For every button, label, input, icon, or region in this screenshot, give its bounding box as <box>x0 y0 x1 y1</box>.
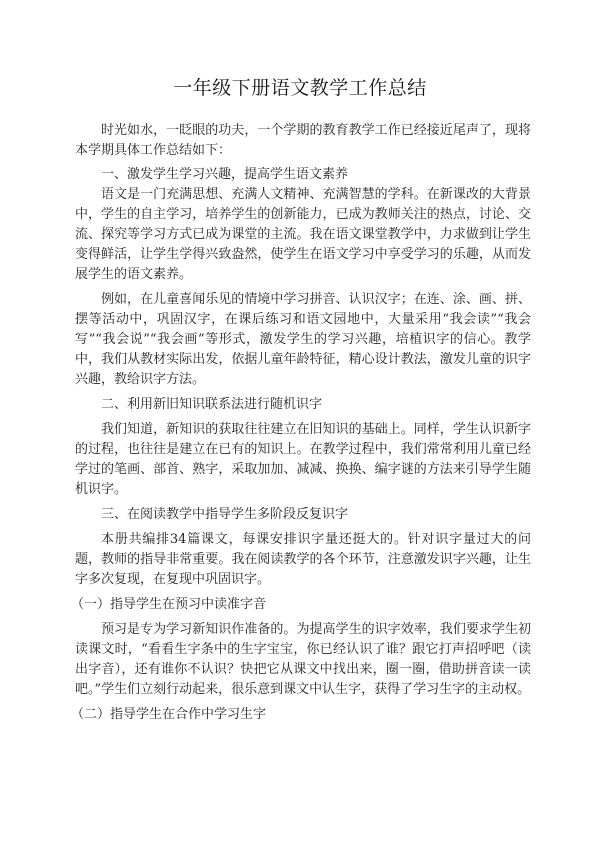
section-2-heading: 二、利用新旧知识联系法进行随机识字 <box>101 397 323 412</box>
section-3-paragraph-1: 本册共编排34篇课文，每课安排识字量还挺大的。针对识字量过大的问题，教师的指导非常重要。我在阅读教学的各个环节，注意激发识字兴趣，让生字多次复现，在复现中巩固识字。 <box>75 532 531 587</box>
document-title: 一年级下册语文教学工作总结 <box>173 77 427 99</box>
section-1-paragraph-1: 语文是一门充满思想、充满人文精神、充满智慧的学科。在新课改的大背景中，学生的自主学习，培养学生的创新能力，已成为教师关注的热点，讨论、交流、探究等学习方式已成为课堂的主流。我在语文课堂教学中，力求做到让学生变得鲜活，让学生学得兴致盎然，使学生在语文学习中享受学习的乐趣，从而发展学生的语文素养。 <box>75 187 531 282</box>
document-body <box>71 121 531 725</box>
section-3-heading: 三、在阅读教学中指导学生多阶段反复识字 <box>101 507 349 522</box>
subsection-2-heading: （二）指导学生在合作中学习生字 <box>71 707 267 722</box>
section-1-paragraph-2: 例如，在儿童喜闻乐见的情境中学习拼音、认识汉字；在连、涂、画、拼、摆等活动中，巩固汉字，在课后练习和语文园地中，大量采用“我会读”“我会写”“我会说”“我会画”等形式，激发学生的学习兴趣，培植识字的信心。教学中，我们从教材实际出发，依据儿童年龄特征，精心设计教法，激发儿童的识字兴趣，教给识字方法。 <box>75 292 531 387</box>
subsection-1-heading: （一）指导学生在预习中读准字音 <box>71 597 267 612</box>
section-2-paragraph-1: 我们知道，新知识的获取往往建立在旧知识的基础上。同样，学生认识新字的过程，也往往是建立在已有的知识上。在教学过程中，我们常常利用儿童已经学过的笔画、部首、熟字，采取加加、减减、换换、编字谜的方法来引导学生随机识字。 <box>75 422 531 497</box>
section-1-heading: 一、激发学生学习兴趣，提高学生语文素养 <box>101 167 349 182</box>
subsection-1-paragraph-1: 预习是专为学习新知识作准备的。为提高学生的识字效率，我们要求学生初读课文时，“看看生字条中的生字宝宝，你已经认识了谁？跟它打声招呼吧（读出字音），还有谁你不认识？快把它从课文中找出来，圈一圈，借助拼音读一读吧。”学生们立刻行动起来，很乐意到课文中认生字，获得了学习生字的主动权。 <box>75 622 531 697</box>
intro-paragraph: 时光如水，一眨眼的功夫，一个学期的教育教学工作已经接近尾声了，现将本学期具体工作总结如下： <box>75 123 531 158</box>
